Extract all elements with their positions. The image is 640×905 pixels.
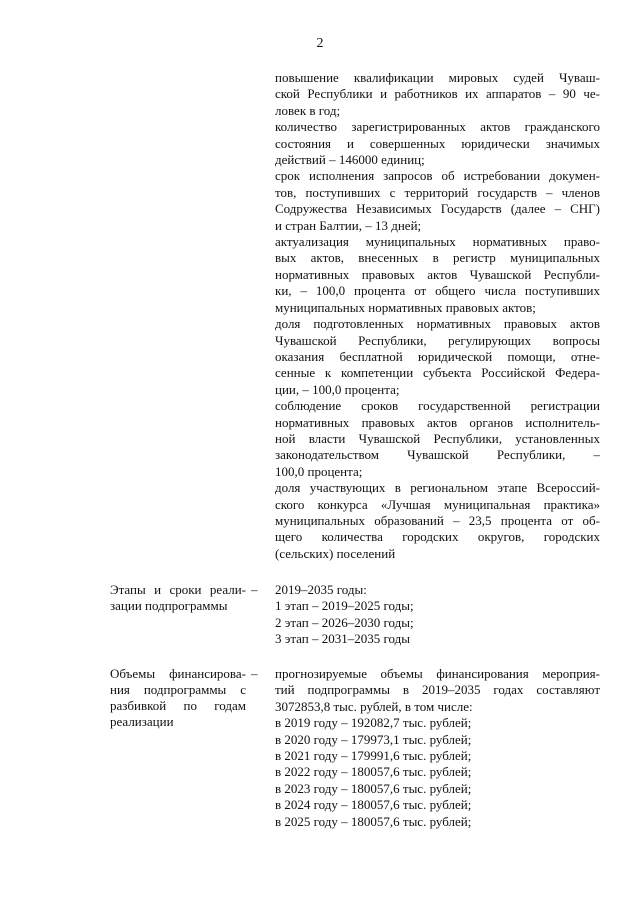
- financing-dash: –: [251, 666, 258, 681]
- stages-dash: –: [251, 582, 258, 597]
- indicators-line: ции, – 100,0 процента;: [275, 381, 400, 397]
- indicators-line: законодательством Чувашской Республики, –: [275, 447, 600, 463]
- financing-line: прогнозируемые объемы финансирования мероприя-: [275, 666, 600, 681]
- indicators-line: состояния и совершенных юридически значимых: [275, 135, 600, 151]
- page-number: 2: [316, 36, 324, 51]
- indicators-line: ки, – 100,0 процента от общего числа поступивших: [275, 283, 600, 299]
- stages-label-line: Этапы и сроки реали-: [110, 582, 246, 597]
- financing-label-line: разбивкой по годам: [110, 698, 246, 713]
- financing-label-line: реализации: [110, 714, 174, 729]
- indicators-line: и стран Балтии, – 13 дней;: [275, 217, 422, 233]
- indicators-line: муниципальных нормативных правовых актов;: [275, 299, 536, 315]
- indicators-line: муниципальных образований – 23,5 процента от об-: [275, 512, 600, 528]
- stages-label-line: зации подпрограммы: [110, 598, 228, 613]
- indicators-line: повышение квалификации мировых судей Чуваш-: [275, 70, 600, 85]
- indicators-line: соблюдение сроков государственной регистрации: [275, 398, 600, 414]
- indicators-line: (сельских) поселений: [275, 545, 396, 561]
- indicators-line: ной власти Чувашской Республики, установленных: [275, 430, 600, 446]
- indicators-line: актуализация муниципальных нормативных право-: [275, 234, 600, 250]
- stages-line: 2019–2035 годы:: [275, 582, 367, 597]
- financing-line: в 2020 году – 179973,1 тыс. рублей;: [275, 731, 472, 747]
- financing-label-line: ния подпрограммы с: [110, 682, 246, 697]
- financing-line: тий подпрограммы в 2019–2035 годах составляют: [275, 682, 600, 698]
- indicators-line: щего количества городских округов, городских: [275, 529, 600, 545]
- indicators-line: срок исполнения запросов об истребовании докумен-: [275, 168, 600, 184]
- stages-line: 3 этап – 2031–2035 годы: [275, 631, 410, 647]
- indicators-line: нормативных правовых актов Чувашской Республи-: [275, 266, 600, 282]
- indicators-line: ловек в год;: [275, 102, 341, 118]
- indicators-line: количество зарегистрированных актов гражданского: [275, 119, 600, 135]
- stages-line: 1 этап – 2019–2025 годы;: [275, 598, 414, 614]
- indicators-line: Чувашской Республики, регулирующих вопросы: [275, 332, 600, 348]
- stages-label: [110, 582, 246, 614]
- indicators-line: ской Республики и работников их аппаратов – 90 че-: [275, 86, 600, 102]
- stages-line: 2 этап – 2026–2030 годы;: [275, 614, 414, 630]
- financing-line: в 2024 году – 180057,6 тыс. рублей;: [275, 797, 472, 813]
- indicators-line: тов, поступивших с территорий государств – членов: [275, 184, 600, 200]
- financing-line: в 2019 году – 192082,7 тыс. рублей;: [275, 715, 472, 731]
- indicators-line: нормативных правовых актов органов исполнитель-: [275, 414, 600, 430]
- financing-label-line: Объемы финансирова-: [110, 666, 246, 681]
- financing-line: в 2025 году – 180057,6 тыс. рублей;: [275, 813, 472, 829]
- indicators-line: сенные к компетенции субъекта Российской Федера-: [275, 365, 600, 381]
- stages-text: [275, 582, 600, 648]
- indicators-line: оказания бесплатной юридической помощи, отне-: [275, 348, 600, 364]
- financing-line: в 2022 году – 180057,6 тыс. рублей;: [275, 764, 472, 780]
- indicators-text: [275, 70, 600, 562]
- financing-line: в 2023 году – 180057,6 тыс. рублей;: [275, 780, 472, 796]
- indicators-line: 100,0 процента;: [275, 463, 363, 479]
- indicators-line: действий – 146000 единиц;: [275, 152, 425, 168]
- financing-label: [110, 666, 246, 730]
- indicators-line: ского конкурса «Лучшая муниципальная практика»: [275, 496, 600, 512]
- indicators-line: вых актов, внесенных в регистр муниципальных: [275, 250, 600, 266]
- indicators-line: доля подготовленных нормативных правовых актов: [275, 316, 600, 332]
- financing-line: 3072853,8 тыс. рублей, в том числе:: [275, 698, 473, 714]
- financing-line: в 2021 году – 179991,6 тыс. рублей;: [275, 748, 472, 764]
- indicators-line: Содружества Независимых Государств (далее – СНГ): [275, 201, 600, 217]
- indicators-line: доля участвующих в региональном этапе Всероссий-: [275, 480, 600, 496]
- financing-text: [275, 666, 600, 830]
